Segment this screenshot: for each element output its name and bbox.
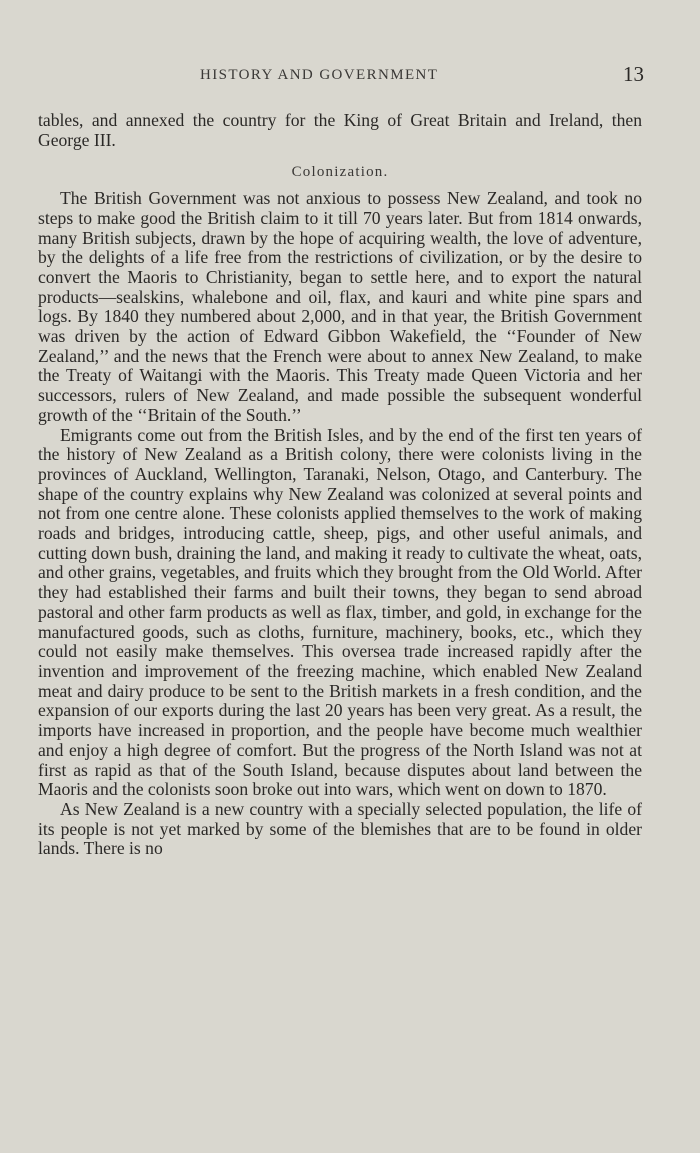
section-heading: Colonization. [291, 164, 389, 181]
body-text [38, 111, 642, 859]
page-number: 13 [623, 62, 644, 86]
continuation-paragraph: tables, and annexed the country for the King of Great Britain and Ireland, then George III. [38, 110, 642, 150]
running-head [40, 62, 644, 88]
paragraph-2: Emigrants come out from the British Isles, and by the end of the first ten years of the history of New Zealand as a British colony, there were colonists living in the provinces of Auckland, Wellington, Taranaki, Nelson, Otago, and Canterbury. The shape of the country explains why New Zealand was colonized at several points and not from one centre alone. These colonists applied themselves to the work of making roads and bridges, introducing cattle, sheep, pigs, and other useful animals, and cutting down bush, draining the land, and making it ready to cultivate the wheat, oats, and other grains, vegetables, and fruits which they brought from the Old World. After they had established their farms and built their towns, they began to send abroad pastoral and other farm products as well as flax, timber, and gold, in exchange for the manufactured goods, such as cloths, furniture, machinery, books, etc., which they could not easily make themselves. This oversea trade increased rapidly after the invention and improvement of the freezing machine, which enabled New Zealand meat and dairy produce to be sent to the British markets in a fresh condition, and the expansion of our exports during the last 20 years has been very great. As a result, the imports have increased in proportion, and the people have become much wealthier and enjoy a high degree of comfort. But the progress of the North Island was not at first as rapid as that of the South Island, because disputes about land between the Maoris and the colonists soon broke out into wars, which went on down to 1870. [38, 424, 642, 800]
paragraph-1: The British Government was not anxious to possess New Zealand, and took no steps to make good the British claim to it till 70 years later. But from 1814 onwards, many British subjects, drawn by the hope of acquiring wealth, the love of adventure, by the delights of a life free from the restrictions of civilization, or by the desire to convert the Maoris to Christianity, began to settle here, and to export the natural products—sealskins, whalebone and oil, flax, and kauri and white pine spars and logs. By 1840 they numbered about 2,000, and in that year, the British Government was driven by the action of Edward Gibbon Wakefield, the ‘‘Founder of New Zealand,’’ and the news that the French were about to annex New Zealand, to make the Treaty of Waitangi with the Maoris. This Treaty made Queen Victoria and her successors, rulers of New Zealand, and made possible the subsequent wonderful growth of the ‘‘Britain of the South.’’ [38, 188, 642, 425]
paragraph-3: As New Zealand is a new country with a specially selected population, the life of its people is not yet marked by some of the blemishes that are to be found in older lands. There is no [38, 798, 642, 859]
running-title: HISTORY AND GOVERNMENT [200, 67, 439, 83]
